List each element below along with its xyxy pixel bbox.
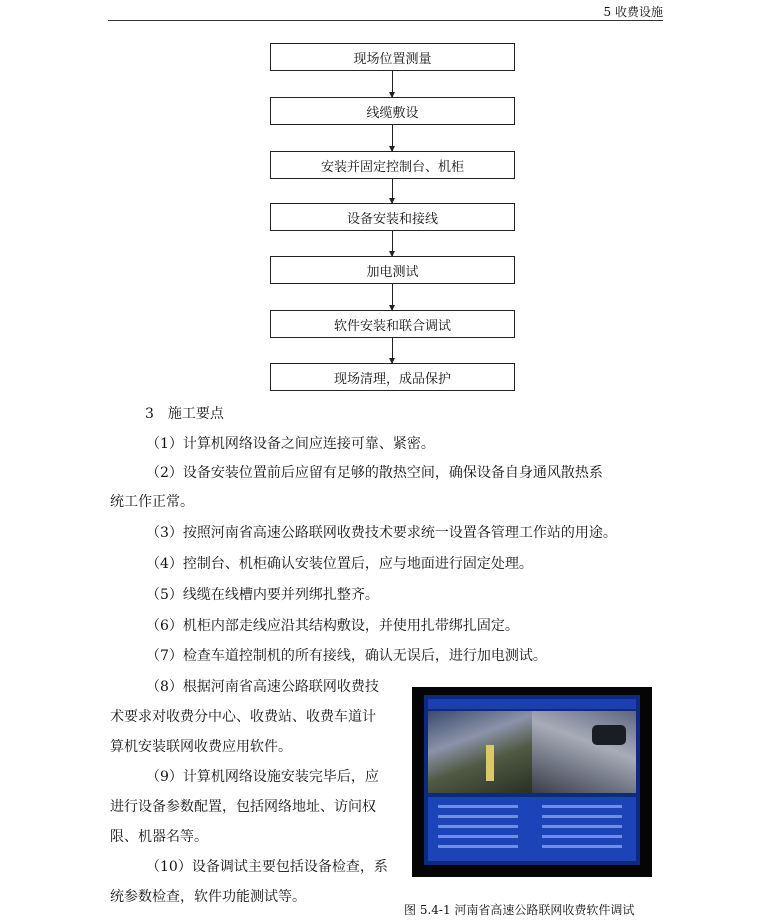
item-8-line-1: （8）根据河南省高速公路联网收费技 <box>146 679 379 695</box>
status-panel-left <box>428 797 532 861</box>
flow-step-1: 现场位置测量 <box>270 43 515 71</box>
flow-arrow <box>392 125 393 151</box>
section-heading: 3 施工要点 <box>145 406 224 422</box>
vehicle-shape <box>592 725 626 745</box>
flow-step-3: 安装并固定控制台、机柜 <box>270 151 515 179</box>
flow-arrow <box>392 179 393 203</box>
screen-title-bar <box>428 699 636 709</box>
item-2-line-2: 统工作正常。 <box>110 494 194 510</box>
figure-caption: 图 5.4-1 河南省高速公路联网收费软件调试 <box>404 903 635 917</box>
chapter-title: 5 收费设施 <box>603 5 663 19</box>
item-9-line-1: （9）计算机网络设施安装完毕后，应 <box>146 769 379 785</box>
item-7: （7）检查车道控制机的所有接线，确认无误后，进行加电测试。 <box>146 648 547 664</box>
page-header <box>108 0 663 21</box>
flow-step-6: 软件安装和联合调试 <box>270 310 515 338</box>
item-3: （3）按照河南省高速公路联网收费技术要求统一设置各管理工作站的用途。 <box>146 525 617 541</box>
item-10-line-2: 统参数检查，软件功能测试等。 <box>110 889 306 905</box>
flow-step-2: 线缆敷设 <box>270 97 515 125</box>
flow-arrow <box>392 231 393 256</box>
flow-arrow <box>392 338 393 363</box>
status-panel-right <box>532 797 636 861</box>
flow-step-7: 现场清理，成品保护 <box>270 363 515 391</box>
item-2-line-1: （2）设备安装位置前后应留有足够的散热空间，确保设备自身通风散热系 <box>146 465 603 481</box>
lane-camera-view-right <box>532 711 636 793</box>
item-10-line-1: （10）设备调试主要包括设备检查，系 <box>146 859 388 875</box>
item-9-line-2: 进行设备参数配置，包括网络地址、访问权 <box>110 799 376 815</box>
flow-arrow <box>392 71 393 97</box>
item-4: （4）控制台、机柜确认安装位置后，应与地面进行固定处理。 <box>146 556 533 572</box>
flow-step-4: 设备安装和接线 <box>270 203 515 231</box>
item-6: （6）机柜内部走线应沿其结构敷设，并使用扎带绑扎固定。 <box>146 618 519 634</box>
item-5: （5）线缆在线槽内要并列绑扎整齐。 <box>146 587 379 603</box>
toll-gate-post <box>486 745 494 781</box>
monitor-screen <box>424 695 640 865</box>
item-1: （1）计算机网络设备之间应连接可靠、紧密。 <box>146 436 435 452</box>
flow-step-5: 加电测试 <box>270 256 515 284</box>
software-debug-photo <box>412 687 652 877</box>
item-9-line-3: 限、机器名等。 <box>110 829 208 845</box>
item-8-line-2: 术要求对收费分中心、收费站、收费车道计 <box>110 709 376 725</box>
lane-camera-view-left <box>428 711 532 793</box>
flow-arrow <box>392 284 393 310</box>
item-8-line-3: 算机安装联网收费应用软件。 <box>110 739 292 755</box>
